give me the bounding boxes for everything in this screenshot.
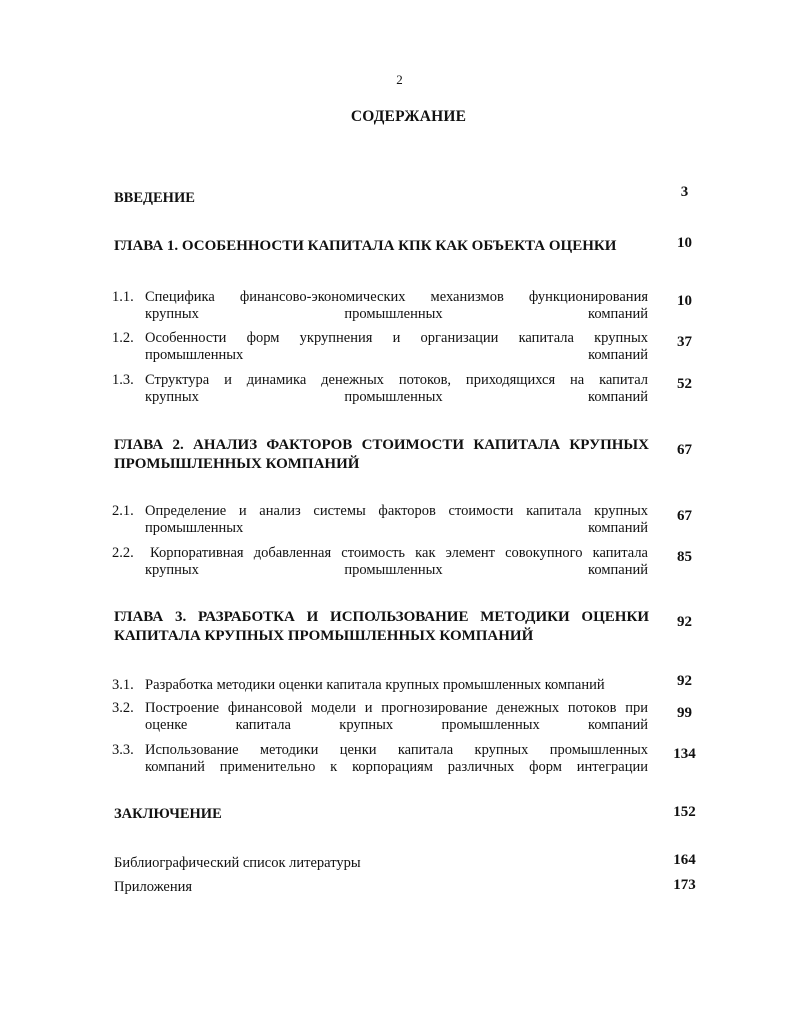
toc-section-line: оценке капитала крупных промышленных компаний bbox=[145, 717, 648, 733]
toc-section-3-2-page: 99 bbox=[677, 705, 692, 721]
toc-section-line: промышленных компаний bbox=[145, 347, 648, 363]
toc-section-1-1[interactable] bbox=[145, 289, 648, 323]
toc-section-line: Особенности форм укрупнения и организации капитала крупных bbox=[145, 330, 648, 346]
toc-conclusion-label[interactable]: ЗАКЛЮЧЕНИЕ bbox=[114, 806, 222, 822]
toc-section-line: компаний применительно к корпорациям различных форм интеграции bbox=[145, 759, 648, 775]
toc-section-number: 2.2. bbox=[112, 545, 134, 561]
toc-appendix-label[interactable]: Приложения bbox=[114, 879, 193, 895]
toc-section-line: Разработка методики оценки капитала крупных промышленных компаний bbox=[145, 677, 605, 693]
toc-section-3-3-page: 134 bbox=[673, 746, 696, 762]
toc-chapter-line: КАПИТАЛА КРУПНЫХ ПРОМЫШЛЕННЫХ КОМПАНИЙ bbox=[114, 628, 534, 644]
toc-section-number: 3.3. bbox=[112, 742, 134, 758]
toc-section-number: 1.1. bbox=[112, 289, 134, 305]
toc-section-number: 2.1. bbox=[112, 503, 134, 519]
toc-section-1-2-page: 37 bbox=[677, 334, 692, 350]
toc-section-3-1-page: 92 bbox=[677, 673, 692, 689]
toc-section-line: промышленных компаний bbox=[145, 520, 648, 536]
toc-conclusion-page: 152 bbox=[673, 804, 696, 820]
toc-chapter-line: ГЛАВА 2. АНАЛИЗ ФАКТОРОВ СТОИМОСТИ КАПИТАЛА КРУПНЫХ bbox=[114, 437, 649, 453]
toc-bibliography-label[interactable]: Библиографический список литературы bbox=[114, 855, 361, 871]
toc-section-number: 1.2. bbox=[112, 330, 134, 346]
toc-section-line: Построение финансовой модели и прогнозирование денежных потоков при bbox=[145, 700, 648, 716]
toc-section-1-1-page: 10 bbox=[677, 293, 692, 309]
toc-chapter-1-page: 10 bbox=[677, 235, 692, 251]
toc-section-1-3[interactable] bbox=[145, 372, 648, 406]
toc-section-line: Специфика финансово-экономических механизмов функционирования bbox=[145, 289, 648, 305]
toc-section-line: крупных промышленных компаний bbox=[145, 389, 648, 405]
page-number: 2 bbox=[396, 72, 403, 87]
toc-bibliography-page: 164 bbox=[673, 852, 696, 868]
toc-chapter-2[interactable] bbox=[114, 436, 649, 474]
toc-chapter-line: ПРОМЫШЛЕННЫХ КОМПАНИЙ bbox=[114, 456, 360, 472]
toc-chapter-1[interactable]: ГЛАВА 1. ОСОБЕННОСТИ КАПИТАЛА КПК КАК ОБЪЕКТА ОЦЕНКИ bbox=[114, 238, 617, 254]
toc-section-line: крупных промышленных компаний bbox=[145, 562, 648, 578]
toc-section-2-1-page: 67 bbox=[677, 508, 692, 524]
toc-section-2-2-page: 85 bbox=[677, 549, 692, 565]
toc-section-line: Использование методики ценки капитала крупных промышленных bbox=[145, 742, 648, 758]
toc-chapter-line: ГЛАВА 3. РАЗРАБОТКА И ИСПОЛЬЗОВАНИЕ МЕТОДИКИ ОЦЕНКИ bbox=[114, 609, 649, 625]
toc-section-2-2[interactable] bbox=[145, 545, 648, 579]
toc-intro-page: 3 bbox=[680, 184, 689, 200]
toc-intro-label[interactable]: ВВЕДЕНИЕ bbox=[114, 190, 195, 206]
toc-section-number: 3.1. bbox=[112, 677, 134, 693]
page-title: СОДЕРЖАНИЕ bbox=[350, 108, 467, 125]
toc-section-number: 3.2. bbox=[112, 700, 134, 716]
toc-chapter-2-page: 67 bbox=[677, 442, 692, 458]
toc-section-1-3-page: 52 bbox=[677, 376, 692, 392]
toc-chapter-3-page: 92 bbox=[677, 614, 692, 630]
toc-section-line: крупных промышленных компаний bbox=[145, 306, 648, 322]
toc-section-3-3[interactable] bbox=[145, 742, 648, 776]
toc-section-3-1[interactable] bbox=[145, 677, 648, 694]
toc-appendix-page: 173 bbox=[673, 877, 696, 893]
toc-section-1-2[interactable] bbox=[145, 330, 648, 364]
toc-section-line: Определение и анализ системы факторов стоимости капитала крупных bbox=[145, 503, 648, 519]
toc-chapter-3[interactable] bbox=[114, 608, 649, 646]
toc-section-number: 1.3. bbox=[112, 372, 134, 388]
toc-section-2-1[interactable] bbox=[145, 503, 648, 537]
toc-section-3-2[interactable] bbox=[145, 700, 648, 734]
toc-section-line: Корпоративная добавленная стоимость как элемент совокупного капитала bbox=[150, 545, 648, 561]
toc-section-line: Структура и динамика денежных потоков, приходящихся на капитал bbox=[145, 372, 648, 388]
